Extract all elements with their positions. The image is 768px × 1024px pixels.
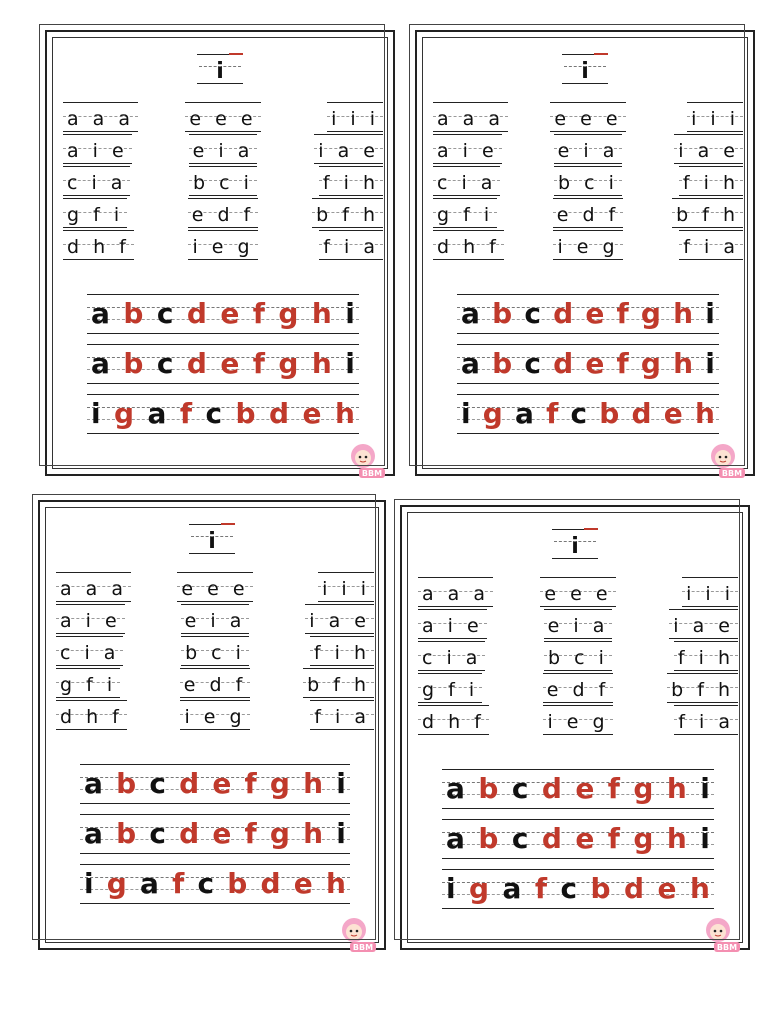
alphabet-row xyxy=(457,294,719,334)
syllable-text: f i h xyxy=(322,172,379,194)
worksheet-card-3 xyxy=(38,500,386,950)
syllable-cell xyxy=(189,134,258,164)
alphabet-letter: h xyxy=(694,397,715,430)
syllable-text: e e e xyxy=(544,583,612,605)
alphabet-letter: f xyxy=(546,397,559,430)
syllable-text: e e e xyxy=(181,578,249,600)
syllable-text: g f i xyxy=(60,674,117,696)
syllable-text: b f h xyxy=(676,204,739,226)
alphabet-letter: i xyxy=(345,297,355,330)
alphabet-letter: h xyxy=(325,867,346,900)
alphabet-letter: c xyxy=(560,872,578,905)
alphabet-letter: i xyxy=(461,397,471,430)
alphabet-letter: a xyxy=(461,297,480,330)
syllable-text: e e e xyxy=(554,108,622,130)
alphabet-letter: c xyxy=(570,397,588,430)
alphabet-letter: b xyxy=(123,347,144,380)
syllable-cell xyxy=(553,230,622,260)
syllable-cell xyxy=(543,705,612,735)
alphabet-letter: i xyxy=(84,867,94,900)
alphabet-letter: c xyxy=(156,297,174,330)
syllable-text: b c i xyxy=(185,642,245,664)
syllable-cell xyxy=(418,577,493,607)
alphabet-row xyxy=(80,764,350,804)
syllable-text: c i a xyxy=(422,647,482,669)
syllable-cell xyxy=(418,705,489,735)
syllable-text: i e g xyxy=(184,706,246,728)
syllable-cell xyxy=(687,102,743,132)
syllable-text: i i i xyxy=(322,578,370,600)
alphabet-letter: b xyxy=(492,297,513,330)
syllable-cell xyxy=(433,166,500,196)
syllable-text: f i a xyxy=(678,711,734,733)
alphabet-letter: f xyxy=(172,867,185,900)
syllable-cell xyxy=(667,673,738,703)
alphabet-letter: c xyxy=(149,817,166,850)
syllable-cell xyxy=(433,198,497,228)
syllable-cell xyxy=(543,673,614,703)
title-letter xyxy=(552,529,598,559)
syllable-text: d h f xyxy=(437,236,500,258)
syllable-grid xyxy=(418,577,738,737)
syllable-text: i a e xyxy=(318,140,379,162)
syllable-text: c i a xyxy=(437,172,497,194)
alphabet-letter: e xyxy=(575,772,595,805)
svg-text:BBM: BBM xyxy=(361,469,383,478)
worksheet-card-1 xyxy=(45,30,395,476)
mascot-logo-icon xyxy=(345,440,391,480)
syllable-text: f i h xyxy=(313,642,370,664)
alphabet-letter: h xyxy=(311,297,332,330)
alphabet-letter: h xyxy=(673,297,694,330)
syllable-cell xyxy=(669,609,738,639)
syllable-cell xyxy=(319,166,383,196)
svg-text:BBM: BBM xyxy=(716,943,738,952)
alphabet-letter: d xyxy=(260,867,281,900)
alphabet-letter: i xyxy=(336,817,346,850)
syllable-cell xyxy=(418,641,485,671)
syllable-cell xyxy=(682,577,738,607)
alphabet-letter: a xyxy=(91,347,110,380)
syllable-cell xyxy=(540,577,615,607)
syllable-text: f i a xyxy=(314,706,370,728)
alphabet-letter: c xyxy=(205,397,223,430)
alphabet-letter: g xyxy=(633,772,654,805)
syllable-cell xyxy=(418,609,487,639)
syllable-text: b c i xyxy=(558,172,618,194)
alphabet-letter: c xyxy=(149,767,166,800)
alphabet-letter: a xyxy=(446,822,465,855)
alphabet-letter: d xyxy=(269,397,290,430)
syllable-cell xyxy=(674,705,738,735)
syllable-text: e d f xyxy=(183,674,247,696)
alphabet-letter: b xyxy=(235,397,256,430)
mascot-logo-icon xyxy=(705,440,751,480)
alphabet-letter: f xyxy=(179,397,193,430)
worksheet-card-2 xyxy=(415,30,755,476)
alphabet-letter: h xyxy=(303,767,324,800)
syllable-text: f i a xyxy=(683,236,739,258)
alphabet-letter: g xyxy=(106,867,127,900)
syllable-cell xyxy=(312,198,383,228)
alphabet-letter: i xyxy=(700,772,710,805)
syllable-text: e i a xyxy=(192,140,254,162)
syllable-text: d h f xyxy=(422,711,485,733)
alphabet-letter: c xyxy=(156,347,174,380)
alphabet-letter: a xyxy=(446,772,465,805)
syllable-cell xyxy=(56,572,131,602)
title-letter-text: i xyxy=(581,59,589,84)
syllable-cell xyxy=(185,102,260,132)
alphabet-row xyxy=(442,819,714,859)
alphabet-row xyxy=(80,864,350,904)
alphabet-letter: f xyxy=(252,347,265,380)
syllable-text: f i h xyxy=(682,172,739,194)
alphabet-letter: d xyxy=(179,817,200,850)
alphabet-letter: f xyxy=(607,822,620,855)
svg-text:BBM: BBM xyxy=(721,469,743,478)
alphabet-letter: d xyxy=(541,822,562,855)
alphabet-letter: g xyxy=(278,297,299,330)
syllable-cell xyxy=(56,668,120,698)
syllable-cell xyxy=(318,572,374,602)
alphabet-row xyxy=(87,344,359,384)
syllable-cell xyxy=(674,134,743,164)
syllable-cell xyxy=(310,636,374,666)
syllable-text: a i e xyxy=(437,140,498,162)
syllable-text: f i a xyxy=(323,236,379,258)
syllable-cell xyxy=(544,609,613,639)
syllable-cell xyxy=(63,230,134,260)
syllable-grid xyxy=(63,102,383,262)
syllable-cell xyxy=(56,700,127,730)
syllable-text: c i a xyxy=(60,642,120,664)
syllable-text: a a a xyxy=(422,583,490,605)
syllable-text: b f h xyxy=(316,204,379,226)
title-letter xyxy=(197,54,243,84)
alphabet-row xyxy=(457,394,719,434)
alphabet-letter: e xyxy=(212,767,232,800)
alphabet-letter: g xyxy=(114,397,135,430)
mascot-logo-icon xyxy=(336,914,382,954)
alphabet-letter: f xyxy=(607,772,620,805)
title-letter xyxy=(562,54,608,84)
alphabet-letter: c xyxy=(511,822,529,855)
alphabet-letter: b xyxy=(590,872,611,905)
alphabet-letter: h xyxy=(666,772,687,805)
syllable-cell xyxy=(56,636,123,666)
syllable-cell xyxy=(553,198,624,228)
alphabet-letter: f xyxy=(252,297,265,330)
syllable-cell xyxy=(180,668,251,698)
alphabet-letter: d xyxy=(541,772,562,805)
syllable-text: a a a xyxy=(60,578,128,600)
syllable-cell xyxy=(303,668,374,698)
alphabet-letter: e xyxy=(575,822,595,855)
alphabet-letter: i xyxy=(446,872,456,905)
syllable-text: a a a xyxy=(437,108,505,130)
alphabet-letter: e xyxy=(585,297,605,330)
alphabet-letter: e xyxy=(293,867,313,900)
alphabet-row xyxy=(442,869,714,909)
syllable-text: i i i xyxy=(331,108,379,130)
syllable-text: a i e xyxy=(422,615,483,637)
syllable-cell xyxy=(679,166,743,196)
alphabet-letter: h xyxy=(673,347,694,380)
alphabet-letter: i xyxy=(700,822,710,855)
alphabet-letter: g xyxy=(278,347,299,380)
alphabet-letter: h xyxy=(311,347,332,380)
alphabet-letter: e xyxy=(212,817,232,850)
syllable-cell xyxy=(433,230,504,260)
syllable-cell xyxy=(319,230,383,260)
syllable-text: e d f xyxy=(556,204,620,226)
syllable-text: f i h xyxy=(677,647,734,669)
alphabet-letter: a xyxy=(515,397,534,430)
syllable-text: g f i xyxy=(67,204,124,226)
syllable-text: e i a xyxy=(547,615,609,637)
alphabet-letter: g xyxy=(640,297,661,330)
alphabet-row xyxy=(80,814,350,854)
alphabet-letter: e xyxy=(220,347,240,380)
alphabet-letter: f xyxy=(616,297,629,330)
title-letter-text: i xyxy=(208,529,216,554)
syllable-text: b f h xyxy=(307,674,370,696)
alphabet-letter: f xyxy=(244,767,257,800)
alphabet-letter: g xyxy=(482,397,503,430)
syllable-text: i a e xyxy=(673,615,734,637)
title-letter-text: i xyxy=(571,534,579,559)
alphabet-row xyxy=(442,769,714,809)
alphabet-letter: i xyxy=(705,297,715,330)
syllable-text: a i e xyxy=(67,140,128,162)
alphabet-letter: a xyxy=(84,767,103,800)
alphabet-letter: a xyxy=(147,397,167,430)
alphabet-letter: f xyxy=(616,347,629,380)
worksheet-card-4 xyxy=(400,505,750,950)
title-letter-text: i xyxy=(216,59,224,84)
alphabet-letter: g xyxy=(633,822,654,855)
alphabet-row xyxy=(87,294,359,334)
syllable-cell xyxy=(327,102,383,132)
alphabet-row xyxy=(457,344,719,384)
alphabet-letter: c xyxy=(197,867,215,900)
alphabet-row xyxy=(87,394,359,434)
svg-text:BBM: BBM xyxy=(352,943,374,952)
alphabet-letter: a xyxy=(84,817,103,850)
alphabet-letter: f xyxy=(534,872,548,905)
alphabet-letter: e xyxy=(657,872,677,905)
syllable-text: g f i xyxy=(437,204,494,226)
alphabet-letter: b xyxy=(599,397,620,430)
syllable-text: i i i xyxy=(686,583,734,605)
syllable-cell xyxy=(305,604,374,634)
alphabet-letter: b xyxy=(123,297,144,330)
alphabet-letter: i xyxy=(91,397,101,430)
syllable-text: i e g xyxy=(547,711,609,733)
syllable-text: g f i xyxy=(422,679,479,701)
alphabet-letter: b xyxy=(478,772,499,805)
syllable-text: b c i xyxy=(548,647,608,669)
alphabet-letter: g xyxy=(640,347,661,380)
syllable-cell xyxy=(181,604,250,634)
alphabet-letter: b xyxy=(492,347,513,380)
alphabet-letter: c xyxy=(511,772,529,805)
syllable-text: i e g xyxy=(557,236,619,258)
syllable-text: b c i xyxy=(193,172,253,194)
syllable-grid xyxy=(56,572,374,732)
syllable-text: d h f xyxy=(67,236,130,258)
alphabet-letter: e xyxy=(302,397,322,430)
syllable-cell xyxy=(674,641,738,671)
alphabet-letter: a xyxy=(91,297,110,330)
alphabet-letter: b xyxy=(227,867,248,900)
syllable-text: i e g xyxy=(192,236,254,258)
syllable-cell xyxy=(433,134,502,164)
alphabet-letter: h xyxy=(666,822,687,855)
syllable-cell xyxy=(433,102,508,132)
syllable-cell xyxy=(177,572,252,602)
syllable-text: e i a xyxy=(184,610,246,632)
syllable-cell xyxy=(180,700,249,730)
syllable-cell xyxy=(63,102,138,132)
alphabet-letter: e xyxy=(220,297,240,330)
alphabet-letter: e xyxy=(663,397,683,430)
syllable-text: i a e xyxy=(309,610,370,632)
alphabet-letter: i xyxy=(705,347,715,380)
syllable-text: a a a xyxy=(67,108,135,130)
alphabet-letter: f xyxy=(244,817,257,850)
syllable-cell xyxy=(314,134,383,164)
syllable-cell xyxy=(554,134,623,164)
alphabet-letter: d xyxy=(179,767,200,800)
alphabet-letter: d xyxy=(631,397,652,430)
syllable-text: e e e xyxy=(189,108,257,130)
syllable-text: b f h xyxy=(671,679,734,701)
title-letter xyxy=(189,524,235,554)
alphabet-letter: h xyxy=(334,397,355,430)
syllable-cell xyxy=(418,673,482,703)
syllable-text: i a e xyxy=(678,140,739,162)
syllable-text: c i a xyxy=(67,172,127,194)
alphabet-letter: a xyxy=(140,867,159,900)
syllable-text: d h f xyxy=(60,706,123,728)
syllable-grid xyxy=(433,102,743,262)
alphabet-letter: d xyxy=(624,872,645,905)
syllable-cell xyxy=(188,198,259,228)
alphabet-letter: c xyxy=(524,347,541,380)
alphabet-letter: d xyxy=(186,347,207,380)
alphabet-letter: i xyxy=(336,767,346,800)
syllable-cell xyxy=(63,198,127,228)
syllable-cell xyxy=(189,166,257,196)
syllable-cell xyxy=(310,700,374,730)
alphabet-letter: d xyxy=(553,347,574,380)
alphabet-letter: e xyxy=(585,347,605,380)
syllable-cell xyxy=(554,166,622,196)
alphabet-letter: g xyxy=(469,872,490,905)
mascot-logo-icon xyxy=(700,914,746,954)
syllable-text: i i i xyxy=(691,108,739,130)
alphabet-letter: b xyxy=(478,822,499,855)
alphabet-letter: d xyxy=(186,297,207,330)
alphabet-letter: i xyxy=(345,347,355,380)
alphabet-letter: b xyxy=(116,767,137,800)
syllable-cell xyxy=(181,636,249,666)
syllable-cell xyxy=(672,198,743,228)
alphabet-letter: h xyxy=(303,817,324,850)
syllable-cell xyxy=(63,166,130,196)
syllable-text: e d f xyxy=(191,204,255,226)
syllable-cell xyxy=(56,604,125,634)
syllable-text: e d f xyxy=(546,679,610,701)
alphabet-letter: d xyxy=(553,297,574,330)
syllable-cell xyxy=(63,134,132,164)
syllable-cell xyxy=(544,641,612,671)
syllable-text: e i a xyxy=(557,140,619,162)
alphabet-letter: c xyxy=(524,297,541,330)
syllable-cell xyxy=(550,102,625,132)
alphabet-letter: b xyxy=(116,817,137,850)
syllable-cell xyxy=(188,230,257,260)
alphabet-letter: h xyxy=(689,872,710,905)
alphabet-letter: g xyxy=(269,767,290,800)
syllable-text: a i e xyxy=(60,610,121,632)
syllable-cell xyxy=(679,230,743,260)
alphabet-letter: a xyxy=(502,872,522,905)
alphabet-letter: a xyxy=(461,347,480,380)
alphabet-letter: g xyxy=(269,817,290,850)
